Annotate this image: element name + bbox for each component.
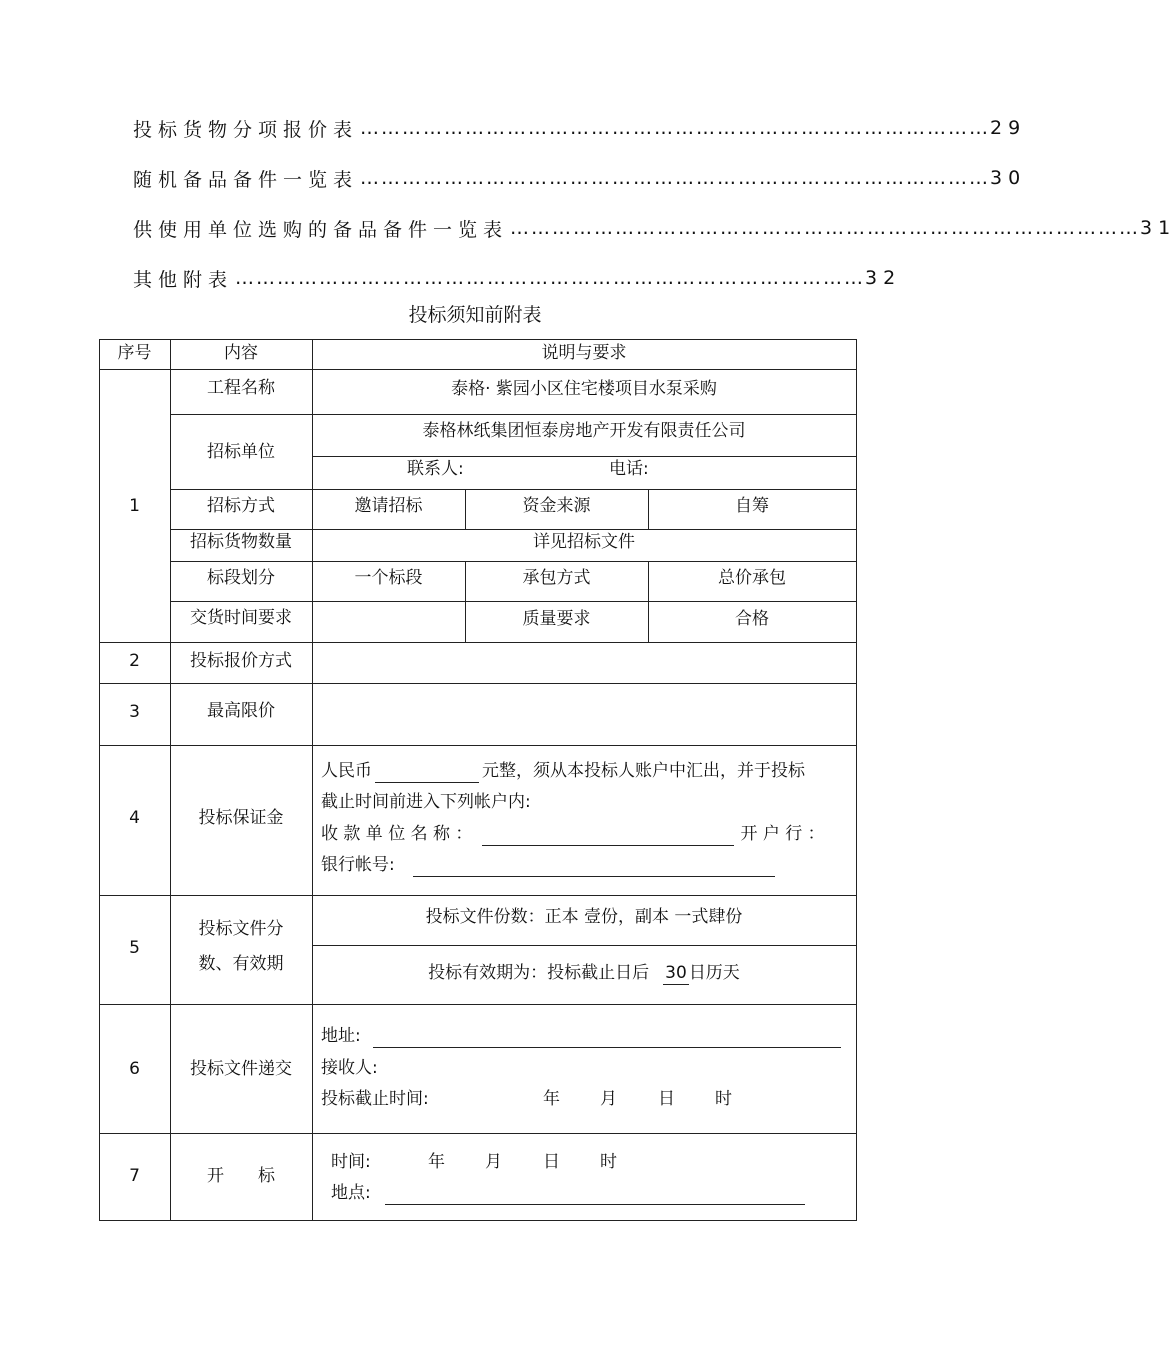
toc-dots: ……………………………………………………………………………… [360,167,991,189]
opening-place-label: 地点: [331,1183,371,1203]
opening-time-label: 时间: [331,1152,371,1172]
row-number: 7 [129,1165,140,1186]
fund-source-label: 资金来源 [522,496,591,516]
quote-method-label: 投标报价方式 [190,651,292,671]
toc-item-page: 31 [1140,217,1176,239]
table-border [856,339,857,1220]
bid-bond-line2: 截止时间前进入下列帐户内: [321,792,531,812]
opening-year: 年 [428,1152,445,1172]
header-content: 内容 [224,343,258,363]
toc-item-page: 32 [865,267,902,289]
bid-bond-line1 [321,759,805,783]
toc-item-page: 29 [990,117,1027,139]
validity-days: 30 [665,962,687,983]
address-blank[interactable] [373,1027,841,1048]
bid-bond-text: 元整，须从本投标人账户中汇出，并于投标 [482,761,805,781]
quality-value: 合格 [735,609,769,629]
contact-label: 联系人: [407,459,464,479]
row-number: 6 [129,1058,140,1079]
delivery-value [312,601,465,635]
table-border [312,456,857,457]
toc-dots: ……………………………………………………………………………… [510,217,1141,239]
lot-label: 标段划分 [207,568,275,588]
account-line [321,853,775,877]
header-no: 序号 [117,343,152,363]
toc-dots: ……………………………………………………………………………… [360,117,991,139]
currency-label: 人民币 [321,761,372,781]
phone-label: 电话: [609,459,649,479]
deadline-month: 月 [600,1089,617,1109]
bank-label: 开 户 行 ： [740,824,825,844]
deadline-year: 年 [543,1089,560,1109]
max-price-label: 最高限价 [207,701,275,721]
delivery-label: 交货时间要求 [190,608,292,628]
opening-label: 开 标 [207,1165,275,1186]
deadline-hour: 时 [715,1089,732,1109]
toc-item[interactable] [133,158,1027,198]
deadline-day: 日 [658,1089,675,1109]
fund-source-value: 自筹 [735,496,769,516]
opening-place-blank[interactable] [385,1184,805,1205]
validity-value [312,945,856,1001]
toc-item-label: 其他附表 [133,268,234,291]
submission-label: 投标文件递交 [190,1058,292,1079]
quantity-value: 详见招标文件 [533,532,635,552]
header-desc: 说明与要求 [541,343,627,363]
table-title: 投标须知前附表 [408,304,542,326]
table-border [312,339,313,1220]
account-blank[interactable] [413,856,775,877]
address-label: 地址: [321,1026,361,1046]
address-line [321,1024,841,1048]
toc-item-label: 投标货物分项报价表 [133,118,359,141]
copies-value: 投标文件份数：正本 壹份，副本 一式肆份 [425,907,743,927]
payee-line [321,822,825,846]
account-label: 银行帐号: [321,855,395,875]
toc-item-label: 供使用单位选购的备品备件一览表 [133,218,509,241]
toc-item[interactable] [133,108,1027,148]
contract-value: 总价承包 [718,568,786,588]
toc-item[interactable] [133,258,902,298]
row-number: 3 [129,702,140,722]
opening-day: 日 [543,1152,560,1172]
toc-dots: ……………………………………………………………………………… [235,267,866,289]
toc-item-label: 随机备品备件一览表 [133,168,359,191]
project-name-label: 工程名称 [207,378,275,398]
method-value: 邀请招标 [354,496,423,516]
row-number: 5 [129,937,140,958]
lot-value: 一个标段 [354,568,423,588]
method-label: 招标方式 [207,496,275,516]
contract-label: 承包方式 [522,568,591,588]
validity-unit: 日历天 [688,963,740,983]
row-number: 2 [129,651,140,671]
deadline-label: 投标截止时间: [321,1089,429,1109]
payee-blank[interactable] [482,825,734,846]
toc-item-page: 30 [990,167,1027,189]
docs-label-line1: 投标文件分 [198,919,284,939]
bid-bond-label: 投标保证金 [198,808,284,828]
opening-place-line [331,1181,805,1205]
tender-unit-label: 招标单位 [207,441,275,462]
payee-label: 收 款 单 位 名 称 ： [321,824,473,844]
tender-unit-value: 泰格林纸集团恒泰房地产开发有限责任公司 [422,421,746,441]
quality-label: 质量要求 [522,609,591,629]
table-border [99,1220,857,1221]
amount-blank[interactable] [375,762,479,783]
quantity-label: 招标货物数量 [190,532,292,552]
receiver-label: 接收人: [321,1058,378,1078]
opening-hour: 时 [600,1152,617,1172]
opening-month: 月 [485,1152,502,1172]
project-name-value: 泰格· 紫园小区住宅楼项目水泵采购 [451,379,717,399]
row-number: 1 [129,495,140,516]
row-number: 4 [129,808,140,828]
validity-text: 投标有效期为：投标截止日后 [428,963,650,983]
toc-item[interactable] [133,208,1176,248]
docs-label-line2: 数、有效期 [198,954,284,974]
